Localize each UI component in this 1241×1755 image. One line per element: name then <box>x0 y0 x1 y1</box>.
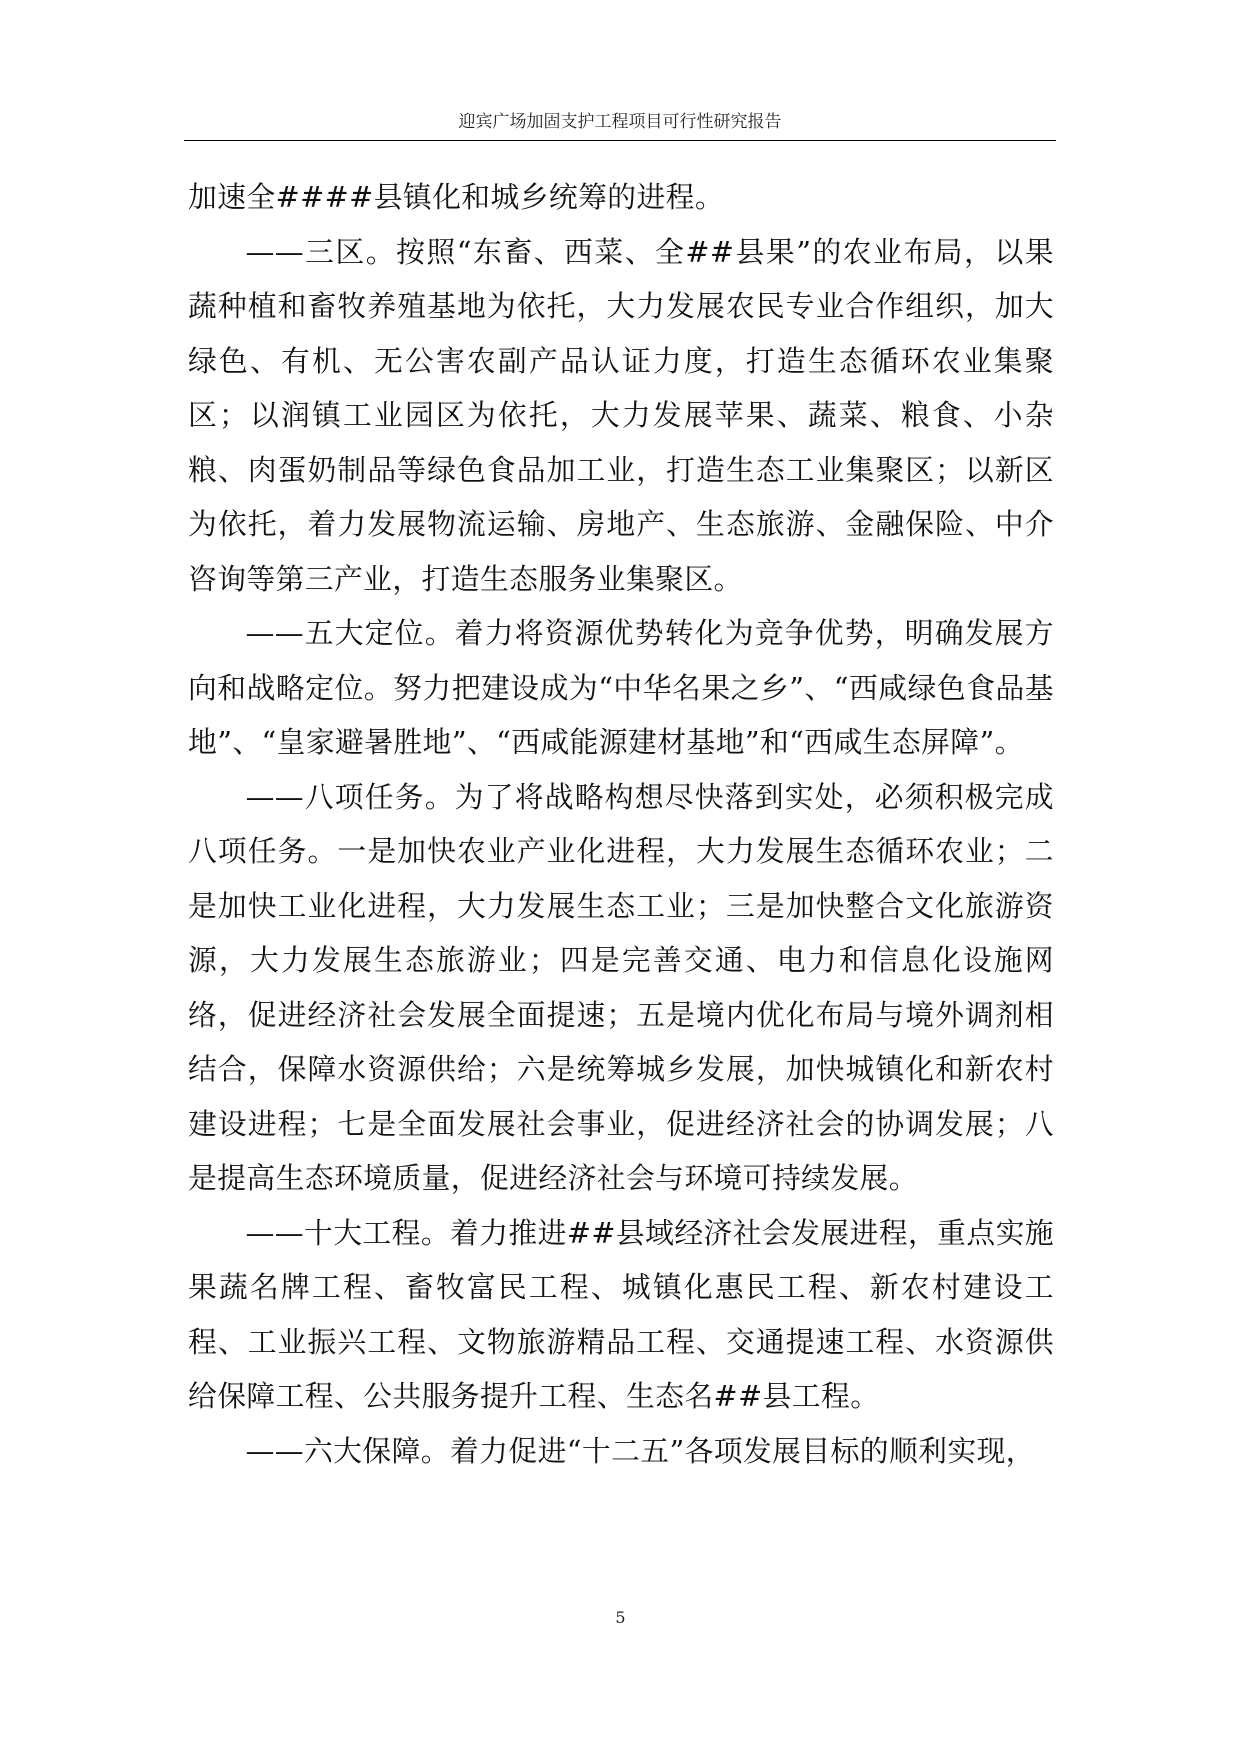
paragraph-eight-tasks: ——八项任务。为了将战略构想尽快落到实处，必须积极完成八项任务。一是加快农业产业化进程，大力发展生态循环农业；二是加快工业化进程，大力发展生态工业；三是加快整合文化旅游资源，大力发展生态旅游业；四是完善交通、电力和信息化设施网络，促进经济社会发展全面提速；五是境内优化布局与境外调剂相结合，保障水资源供给；六是统筹城乡发展，加快城镇化和新农村建设进程；七是全面发展社会事业，促进经济社会的协调发展；八是提高生态环境质量，促进经济社会与环境可持续发展。 <box>188 779 1054 1195</box>
paragraph-continuation: 加速全####县镇化和城乡统筹的进程。 <box>188 180 725 214</box>
page-number: 5 <box>615 1608 626 1627</box>
paragraph-ten-projects: ——十大工程。着力推进##县域经济社会发展进程，重点实施果蔬名牌工程、畜牧富民工程、城镇化惠民工程、新农村建设工程、工业振兴工程、文物旅游精品工程、交通提速工程、水资源供给保障工程、公共服务提升工程、生态名##县工程。 <box>188 1215 1054 1413</box>
paragraph-five-positionings: ——五大定位。着力将资源优势转化为竞争优势，明确发展方向和战略定位。努力把建设成为“中华名果之乡”、“西咸绿色食品基地”、“皇家避暑胜地”、“西咸能源建材基地”和“西咸生态屏障”。 <box>188 616 1054 759</box>
header-title: 迎宾广场加固支护工程项目可行性研究报告 <box>458 112 782 132</box>
paragraph-six-guarantees: ——六大保障。着力促进“十二五”各项发展目标的顺利实现， <box>245 1433 1035 1468</box>
body-text <box>188 170 1054 1478</box>
page-header <box>184 108 1056 141</box>
paragraph-three-districts: ——三区。按照“东畜、西菜、全##县果”的农业布局，以果蔬种植和畜牧养殖基地为依托，大力发展农民专业合作组织，加大绿色、有机、无公害农副产品认证力度，打造生态循环农业集聚区；以润镇工业园区为依托，大力发展苹果、蔬菜、粮食、小杂粮、肉蛋奶制品等绿色食品加工业，打造生态工业集聚区；以新区为依托，着力发展物流运输、房地产、生态旅游、金融保险、中介咨询等第三产业，打造生态服务业集聚区。 <box>188 234 1054 596</box>
